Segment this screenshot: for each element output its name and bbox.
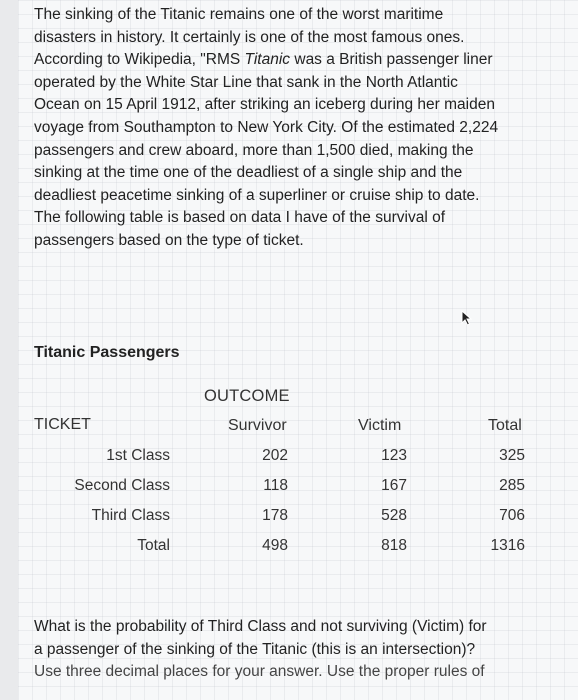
cell-total: 325 [499,447,525,464]
ship-name-italic: Titanic [244,51,291,69]
row-label-first-class: 1st Class [106,447,170,464]
question-line: Use three decimal places for your answer. Use the proper rules of [34,663,485,681]
intro-text: According to Wikipedia, "RMS [34,51,245,69]
row-label-third-class: Third Class [91,507,170,524]
mouse-pointer-icon [460,310,474,326]
cell-victim: 818 [381,537,407,554]
intro-line: The sinking of the Titanic remains one of the worst maritime [34,6,444,23]
cell-victim: 167 [381,477,407,494]
cell-survivor: 118 [263,477,288,494]
intro-line: deadliest peacetime sinking of a superliner or cruise ship to date. [34,186,480,204]
cell-survivor: 178 [262,507,288,524]
column-header-survivor: Survivor [228,417,287,434]
column-header-victim: Victim [358,417,402,434]
cell-total: 706 [499,507,525,524]
table-title: Titanic Passengers [34,344,180,361]
intro-line: sinking at the time one of the deadliest of a single ship and the [34,164,463,182]
intro-line: disasters in history. It certainly is one of the most famous ones. [34,28,465,46]
intro-text: was a British passenger liner [290,51,493,69]
row-label-second-class: Second Class [74,477,170,494]
column-header-total: Total [488,417,522,434]
cell-total: 1316 [490,537,525,554]
outcome-header: OUTCOME [204,387,290,405]
intro-paragraph [34,4,554,253]
cell-total: 285 [499,477,525,494]
question-line: a passenger of the sinking of the Titanic (this is an intersection)? [34,640,476,658]
intro-line: passengers based on the type of ticket. [34,231,304,249]
intro-line: operated by the White Star Line that sank in the North Atlantic [34,73,458,91]
question-paragraph [34,616,554,684]
intro-line [34,49,554,72]
intro-line: Ocean on 15 April 1912, after striking an iceberg during her maiden [34,96,495,114]
cell-survivor: 202 [262,447,288,464]
cell-survivor: 498 [262,537,288,554]
cell-victim: 528 [381,507,407,524]
cell-victim: 123 [381,447,407,464]
intro-line: passengers and crew aboard, more than 1,500 died, making the [34,141,474,159]
intro-line: The following table is based on data I have of the survival of [34,209,445,227]
question-line: What is the probability of Third Class and not surviving (Victim) for [34,618,487,635]
ticket-header: TICKET [34,416,91,433]
row-label-total: Total [137,537,170,554]
intro-line: voyage from Southampton to New York City. Of the estimated 2,224 [34,118,499,136]
